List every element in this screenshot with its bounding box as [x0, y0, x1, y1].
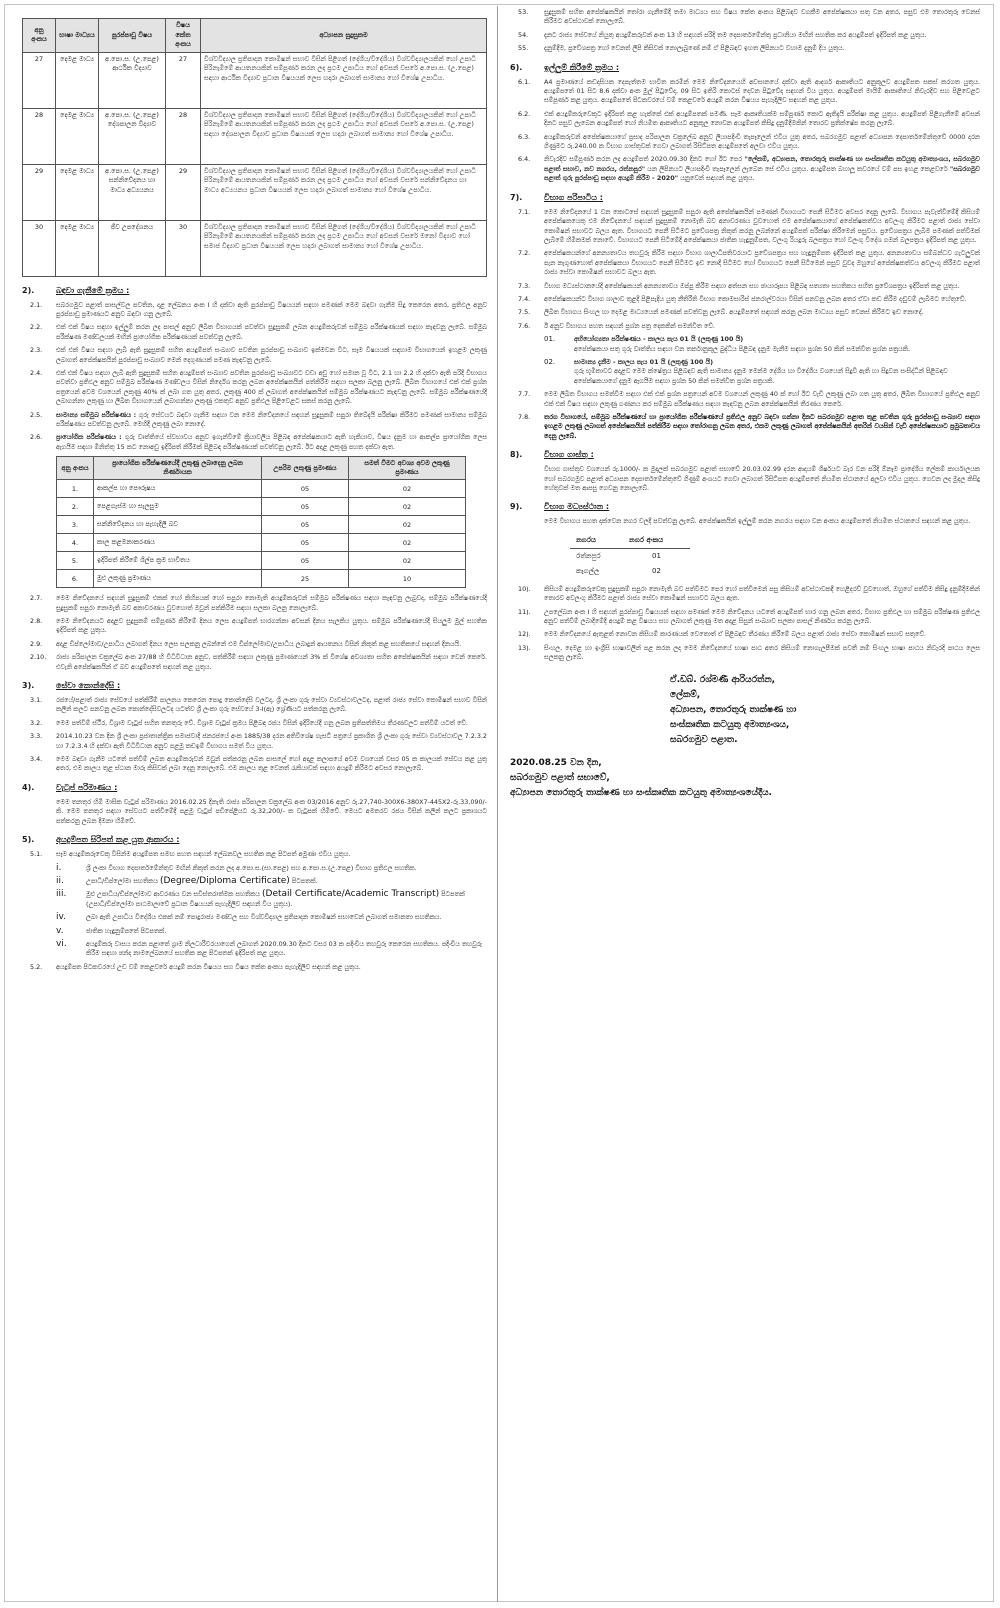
- cell-code: 27: [166, 52, 201, 108]
- paragraph: 7.6. ඊ අනුව විභාගය පහත සඳහන් ප්‍රශ්න පත්‍ර දෙකකින් සමන්විත වේ.: [518, 321, 715, 330]
- list-item: i. ශ්‍රී ලංකා විභාග දෙපාර්තමේන්තුව මඟින් නිකුත් කරන ලද අ.පො.ස.(සා.පෙළ) සහ අ.පො.ස.(උ.පෙළ) විභාග ප්‍රතිඵල සහතික.: [56, 862, 417, 873]
- paragraph: 2.2. එක් එක් විෂය සඳහා ඉල්ලුම් කරන ලද පාසල් අනුව ලිඛිත විභාගයක් පවත්වා සුදුසුකම් ලබන අයදුම්කරුවන් සම්මුඛ පරීක්ෂණයක් සඳහා කැඳවනු ලැබේ. සම්මුඛ පරීක්ෂණ මණ්ඩලයක් මඟින් ප්‍රායෝගික පරීක්ෂණයක් පවත්වනු ලැබේ.: [30, 323, 487, 341]
- envelope-title: "සබරගමුව පළාත් ගුරු පුරප්පාඩු සඳහා අයදුම් කිරීම - 2020": [544, 164, 980, 183]
- list-item: vi. අයදුම්කරු වාසය කරන පළාතේ ග්‍රාම නිලධාරීවරයාගෙන් ලබාගත් 2020.09.30 දිනට වසර 03 ක පදිංචිය තහවුරු කෙරෙන සහතිකය. පදිංචිය තහවුරු කිරීම සඳහා ඡන්ද නාමලේඛනයේ සහතික කළ පිටපතක් ඉදිරිපත් කළ යුතුය.: [56, 938, 483, 958]
- paragraph: 6.2. එක් අයදුම්කරුවෙකුට ඉදිරිපත් කළ හැක්කේ එක් අයදුම්පතක් පමණි. සෑම ආකෘතියක්ම සම්පූර්ණ කොට ඇතිදැයි පරීක්ෂා කළ යුතුය. අයදුම්පත් පිළිගැනීමේ අවසන් දිනට පසුව ලැබෙන අයදුම්පත් හෝ නියමිත ආකෘතියට අනුකූල නොවන අයදුම්පත් කිසිදු දැනුම්දීමකින් තොරව ප්‍රතික්ෂේප කරනු ලැබේ.: [518, 109, 980, 128]
- paragraph: 53. සුදුසුකම් සහිත අපේක්ෂකයින් තෝරා ගැනීමේදී තමා මාධ්‍යය සහ විෂය කේත අංකය පිළිබඳව වගකීම අපේක්ෂකයා සතු වන අතර, පසුව එම තොරතුරු වෙනස් කිරීමට අවස්ථාවක් නොලැබේ.: [518, 8, 980, 26]
- col-header-medium: භාෂා මාධ්‍යය: [56, 19, 99, 53]
- issue-place: සබරගමුව පළාත් සභාවේ,: [510, 772, 610, 783]
- signatory-province: සබරගමුව පළාත.: [670, 734, 738, 745]
- col-header-subject: පුරප්පාඩු විෂය: [99, 19, 166, 53]
- signatory-ministry: අධ්‍යාපන, තොරතුරු තාක්ෂණ හා: [670, 704, 797, 715]
- table-row: 4. කාල කළමනාකරණය 05 02: [57, 534, 466, 552]
- paragraph: 2.3. එක් එක් විෂය සඳහා ලැබී ඇති සුදුසුකම් සහිත අයදුම්පත් සංඛ්‍යාව පවතින පුරප්පාඩු සංඛ්‍යාව ඉක්මවන විට, සෑම විෂයයක් සඳහාම විභාගයෙන් ඉහළම ලකුණු ලබාගත් අපේක්ෂකයින් පුරප්පාඩු සංඛ්‍යාව මෙන් දෙගුණයක් පමණ කැඳවනු ලැබේ.: [30, 346, 487, 364]
- paragraph: 3.4. මෙම බඳවා ගැනීම යටතේ පත්වීම් ලබන අයදුම්කරුවන් ඔවුන් පත්කරනු ලබන පාසලේ හෝ අදාළ කලාපයේ අවම වශයෙන් වසර 05 ක කාලයක් සේවය කළ යුතු අතර, එම කාලය තුළ ස්ථාන මාරු කිසිවක් ලබා දෙනු නොලැබේ. එම කාලය තුළ වෙනත් රැකියාවක් සඳහා අයදුම් කිරීමට අවසර නොලැබේ.: [30, 755, 487, 773]
- paragraph: 3.2. මෙම පත්වීම් ස්ථිර, විශ්‍රාම වැටුප් සහිත තනතුරු වේ. විශ්‍රාම වැටුප් ක්‍රමය පිළිබඳ රජය විසින් ඉදිරියේදී ගනු ලබන ප්‍රතිපත්තිමය තීරණවලට පත්වීම් යටත් වේ.: [30, 718, 468, 727]
- table-row: [23, 52, 487, 108]
- paragraph: 6.4. නිවැරදිව සම්පූර්ණ කරන ලද අයදුම්පත් 2020.09.30 දිනට හෝ ඊට පෙර "ලේකම්, අධ්‍යාපන, තොරතුරු තාක්ෂණ හා සංස්කෘතික කටයුතු අමාත්‍යංශය, සබරගමුව පළාත් සභාව, නව නගරය, රත්නපුර" යන ලිපිනයට ලියාපදිංචි තැපෑලෙන් ලැබෙන සේ එවිය යුතුය. අයදුම්පත බහාලූ කවරයේ වම් පස ඉහළ කෙළවරේ "සබරගමුව පළාත් ගුරු පුරප්පාඩු සඳහා අයදුම් කිරීම - 2020" යනුවෙන් සඳහන් කළ යුතුය.: [518, 155, 980, 183]
- paragraph: 2.4. එක් එක් විෂය සඳහා ලැබී ඇති සුදුසුකම් සහිත අයදුම්පත් සංඛ්‍යාව පවතින පුරප්පාඩු සංඛ්‍යාවට වඩා අඩු හෝ සමාන වූ විට, 2.1 හා 2.2 හි දක්වා ඇති පරිදි විභාගය පවත්වා ප්‍රතිඵල අනුව සම්මුඛ පරීක්ෂණ මණ්ඩලය විසින් නිර්දේශ කරනු ලබන අපේක්ෂකයින් පත්කිරීම සඳහා සලකා බලනු ලැබේ. ලිඛිත විභාගයේ එක් එක් ප්‍රශ්න පත්‍රයෙන් අවම වශයෙන් ලකුණු 40% ක් ලබා ගත යුතු අතර, ලකුණු 400 ක් ලබාගත් අපේක්ෂකයින් සම්මුඛ පරීක්ෂණයට කැඳවනු ලැබේ. සම්මුඛ පරීක්ෂණයේදී ලබාගන්නා ලකුණු හා ලිඛිත විභාගයෙන් ලබාගන්නා ලකුණු එකතුව අනුව ප්‍රතිඵල පිළිවෙළට සකස් කරනු ලැබේ.: [30, 368, 487, 406]
- cell-subject: ජීව උපදේශනය: [99, 220, 166, 276]
- cell-medium: දෙමළ මාධ්‍ය: [56, 52, 99, 108]
- paragraph: 5.2. අයදුම්පත පිටකවරයේ උඩ වම් කෙළවරේ අයදුම් කරන විෂයය සහ විෂය කේත අංකය පැහැදිලිව සඳහන් කළ යුතුය.: [30, 962, 361, 971]
- cell-subject: අ.පො.ස. (උ.පෙළ) ආර්ථික විද්‍යාව: [99, 52, 166, 108]
- date-place-block: [510, 756, 980, 801]
- paragraph: 6.1. A4 ප්‍රමාණයේ කඩදාසියක දෙපැත්තම භාවිත කරමින් මෙම නිවේදනයෙහි අවසානයේ දක්වා ඇති ආදර්ශ ආකෘතියට අනුකූලව අයදුම්පත සකස් කරගත යුතුය. අයදුම්පතේ 01 සිට 8.6 දක්වා අංක මුල් පිටුවේද, 09 සිට ඉතිරි කොටස් දෙවන පිටුවේද සඳහන් විය යුතුය. අයදුම්පත් මායිම් ආකෘතියේ නිවැරදිව සහ පිළිවෙළට සම්පූර්ණ කළ යුතුය. අයදුම්පතේ පිටකවරයේ වම් කෙළවරේ අයදුම් කරන විෂයය පැහැදිලිව සඳහන් කළ යුතුය.: [518, 77, 980, 105]
- paragraph: 6.3. අයදුම්කරුවන් අපේක්ෂකයාගේ ප්‍රසාද පරිපාලන චක්‍රලේඛ අනුව ලියාපදිංචි තැපෑලෙන් එවිය යුතු අතර, සබරගමුව පළාත් අධ්‍යාපන දෙපාර්තමේන්තුවේ 0000 දරන ගිණුමට රු.240.00 ක විභාග ගාස්තුවක් ගෙවා ලබාගත් රිසිට්පත අයදුම්පතේ අලවා එවිය යුතුය.: [518, 132, 980, 151]
- paragraph: 11). උපලේඛන අංක I හි සඳහන් පුරප්පාඩු විෂයයන් සඳහා පමණක් මෙම නිවේදනය යටතේ අයදුම්පත් භාර ගනු ලබන අතර, විභාග ප්‍රතිඵල හා සම්මුඛ පරීක්ෂණ ප්‍රතිඵල අනුව පත්වීම් ලබාදීමේදී අයදුම් කළ විෂයය සහ ලබාගත් ලකුණු මත අදාළ සිසුන් සංඛ්‍යාව සලකා පාසල් නිර්ණය කරනු ලැබේ.: [518, 607, 980, 626]
- paragraph: 5.1. සෑම අයදුම්කරුවෙකු විසින්ම අයදුම්පත සමඟ පහත සඳහන් ලේඛනවල සහතික කළ පිටපත් අමුණා එවිය යුතුය.: [30, 850, 351, 859]
- paragraph: 7.3. විභාග මධ්‍යස්ථානයේදී අපේක්ෂකයන් අනන්‍යතාවය ඔප්පු කිරීම සඳහා අත්සන සහ ඡායාරූපය පිළිබඳ සත්‍යතා සහතිකය සහිත ප්‍රවේශපත්‍රය ඉදිරිපත් කළ යුතුය.: [518, 281, 960, 290]
- marks-table-header: [57, 457, 466, 480]
- table-row: 5. ඉදිරිපත් කිරීමේ ශිල්ප ක්‍රම භාවිතය 05 02: [57, 552, 466, 570]
- paragraph: විභාග ගාස්තුව වශයෙන් රු.1000/- ක මුදලක් සබරගමුව පළාත් සභාවේ 20.03.02.99 දරන ආදායම් ශීර්ෂයට බැර වන පරිදි ඕනෑම ප්‍රාදේශීය ලේකම් කාර්යාලයක හෝ සබරගමුව පළාත් අධ්‍යාපන දෙපාර්තමේන්තුවේ ගිණුම් අංශයට ගෙවා ලබාගත් රිසිට්පත අයදුම්පතේ නියමිත ස්ථානයේ අලවා එවිය යුතුය. ගෙවන ලද මුදල කිසිදු හේතුවක් මත ආපසු ගෙවනු නොලැබේ.: [544, 465, 980, 493]
- section-heading: 6). ඉල්ලුම් කිරීමේ ක්‍රමය :: [510, 62, 620, 72]
- paragraph: 13). සිංහල, දෙමළ හා ඉංග්‍රීසි භාෂාවලින් පළ කරන ලද මෙම නිවේදනයේ භාෂා පාඨ අතර කිසියම් නොගැලපීමක් පවතී නම් සිංහල භාෂා පාඨය නිවැරදි පාඨය ලෙස සලකනු ලැබේ.: [518, 643, 980, 662]
- paragraph: 10). කිසියම් අයදුම්කරුවෙකු සුදුසුකම් සපුරා නොමැති බව පත්වීමට පෙර හෝ පත්වීමෙන් පසු කිසියම් අවස්ථාවකදී හෙළිදරව් වුවහොත්, ඔහුගේ පත්වීම කිසිදු දැනුම්දීමකින් තොරව අවලංගු කිරීමට පළාත් රාජ්‍ය සේවා කොමිෂන් සභාවට බලය ඇත.: [518, 584, 980, 603]
- issue-ministry: අධ්‍යාපන තොරතුරු තාක්ෂණ හා සංස්කෘතික කටයුතු අමාත්‍යංශයේදීය.: [510, 787, 772, 798]
- table-row: 3. සන්නිවේදනය හා පැහැදිලි බව 05 02: [57, 516, 466, 534]
- cell-subject: අ.පො.ස. (උ.පෙළ) දේශපාලන විද්‍යාව: [99, 108, 166, 164]
- table-row: 2. පෙළගැස්ම හා සැලසුම 05 02: [57, 498, 466, 516]
- cell-no: 28: [23, 108, 56, 164]
- centers-table-header: [570, 533, 690, 549]
- paragraph: 2.5. සාමාන්‍ය සම්මුඛ පරීක්ෂණය : ගුරු සේවයට බඳවා ගැනීම සඳහා වන මෙම නිවේදනයේ සඳහන් සුදුසුකම් සපුරා තිබේදැයි පරීක්ෂා කිරීමට පමණක් සාමාන්‍ය සම්මුඛ පරීක්ෂණය පවත්වනු ලැබේ. මෙහිදී ලකුණු ලබා නොදේ.: [30, 410, 487, 428]
- cell-medium: දෙමළ මාධ්‍ය: [56, 108, 99, 164]
- list-item: ii. උපාධි/ඩිප්ලෝමා සහතිකය (Degree/Diploma Certificate) පිටපතක්.: [56, 875, 318, 886]
- paragraph-heading: සාමාන්‍ය සම්මුඛ පරීක්ෂණය :: [56, 410, 137, 419]
- col-header-no: අනු අංකය: [57, 457, 94, 480]
- qualification-table: [22, 18, 487, 277]
- col-header-city: නගරය: [570, 533, 623, 549]
- cell-code: 28: [166, 108, 201, 164]
- paragraph: 12). මෙම නිවේදනයේ ඇතුළත් නොවන කිසියම් කාරණයක් වෙතොත් ඒ පිළිබඳව තීරණය කිරීමේ බලය පළාත් රාජ්‍ය සේවා කොමිෂන් සභාව සතුවේ.: [518, 630, 926, 639]
- list-item: 01. අභියෝග්‍යතා පරීක්ෂණය - කාලය පැය 01 යි (ලකුණු 100 යි) අපේක්ෂකයා සතු ගුරු වෘත්තිය සඳහා වන තර්කානුකූල බුද්ධිය පිළිබඳ දැනුම මැනීම සඳහා ප්‍රශ්න 50 කින් සමන්විත ප්‍රශ්න පත්‍රයකි.: [544, 335, 910, 353]
- cell-subject: අ.පො.ස. (උ.පෙළ) සන්නිවේදනය හා මාධ්‍ය අධ්‍යයනය: [99, 164, 166, 220]
- paragraph: 7.4. අපේක්ෂකයන්ට විභාග ශාලාව තුළදී පිළිපැදිය යුතු නීතිරීති විභාග කොමසාරිස් ජනරාල්වරයා විසින් පනවනු ලබන අතර ඒවා කඩ කිරීම දඬුවම් ලැබීමට හේතුවේ.: [518, 294, 967, 303]
- cell-code: 29: [166, 164, 201, 220]
- cell-medium: දෙමළ මාධ්‍ය: [56, 220, 99, 276]
- paper-title: අභියෝග්‍යතා පරීක්ෂණය - කාලය පැය 01 යි (ලකුණු 100 යි): [574, 335, 744, 344]
- paragraph: 7.2. අපේක්ෂකයන්ගේ අනන්‍යතාවය තහවුරු කිරීම සඳහා විභාග ශාලාධිපතිවරයාට ප්‍රවේශපත්‍රය සහ හැඳුනුම්පත ඉදිරිපත් කළ යුතුය. අනන්‍යතාවය සම්බන්ධව ගැටලුවක් පැන නැගුණහොත් අපේක්ෂකයා විභාගයට පෙනී සිටීමට ඉඩ නොදී සිටීමට හෝ විභාගයට පෙනී සිටීමෙන් පසුව වුවද ඔහුගේ අපේක්ෂකත්වය අවලංගු කිරීමට පළාත් රාජ්‍ය සේවා කොමිෂන් සභාවට බලය ඇත.: [518, 249, 980, 277]
- paper-title: සාමාන්‍ය දැනීම - කාලය පැය 01 යි (ලකුණු 100 යි): [574, 357, 714, 366]
- section-heading: 9). විභාග මධ්‍යස්ථාන :: [510, 502, 610, 512]
- col-header-qualification: අධ්‍යාපන සුදුසුකම: [201, 19, 487, 53]
- section-heading: 4). වැටුප් පරිමාණය :: [22, 782, 118, 792]
- paragraph: මෙම තනතුර හිමි මාසික වැටුප් පරිමාණය 2016.02.25 දිනැති රාජ්‍ය පරිපාලන චක්‍රලේඛ අංක 03/2016 අනුව රු.27,740-300X6-380X7-445X2-රු.33,090/- කි. මෙම තනතුර සඳහා සේවයට පත්වීමේදී පළමු වැටුප් පඩිපේළියට රු.32,200/- ක වැටුපක් හිමිවේ. මෙයට අමතරව රජය විසින් කලින් කලට ප්‍රකාශයට පත්කරනු ලබන දීමනා හිමිවේ.: [56, 797, 487, 825]
- col-header-max: උපරිම ලකුණු ප්‍රමාණය: [262, 457, 349, 480]
- paragraph: 55. දැනුම්දීම, ප්‍රවේශපත්‍ර හෝ වෙනත් ලිපි කිසිවක් නොලැබුණේ නම් ඒ පිළිබඳව ඉහත ලිපිනයට වහාම දැනුම් දිය යුතුය.: [518, 44, 845, 53]
- signatory-name: ඒ.ඩබ්. රශ්මණී ආරියරත්න,: [670, 674, 776, 685]
- list-item: 02. සාමාන්‍ය දැනීම - කාලය පැය 01 යි (ලකුණු 100 යි) ගුරු භූමිකාවට අදාළව මෙම ක්ෂේත්‍රය පිළිබඳව ඇති සාමාන්‍ය දැනුම මෙන්ම දේශීය හා විදේශීය වශයෙන් සිදුවී ඇති හා සිදුවන සංසිද්ධීන් පිළිබඳව අපේක්ෂකයාගේ දැනුම ඇගයීම සඳහා ප්‍රශ්න 50 කින් සමන්විත ප්‍රශ්න පත්‍රයකි.: [544, 357, 948, 385]
- signatory-title: ලේකම්,: [670, 689, 701, 700]
- cell-no: 29: [23, 164, 56, 220]
- signature-block: [670, 673, 980, 748]
- list-item: iv. ලබා ඇති උපාධිය විදේශීය එකක් නම් පොදුරාජ්‍ය මණ්ඩල සහ විශ්වවිද්‍යාල ප්‍රතිපාදන කොමිෂන් සභාවෙන් ලබාගත් සමානතා සහතිකය.: [56, 912, 442, 923]
- postal-address: "ලේකම්, අධ්‍යාපන, තොරතුරු තාක්ෂණ හා සංස්කෘතික කටයුතු අමාත්‍යංශය, සබරගමුව පළාත් සභාව, නව නගරය, රත්නපුර": [544, 155, 980, 173]
- list-item: v. ජාතික හැඳුනුම්පතේ පිටපතක්.: [56, 925, 167, 936]
- cell-no: 30: [23, 220, 56, 276]
- paragraph: 2.6. ප්‍රායෝගික පරීක්ෂණය : ගුරු වෘත්තියේ ස්වභාවය අනුව ඉගැන්වීමේ ක්‍රියාවලිය පිළිබඳ අපේක්ෂකයාට ඇති හැකියාව, විෂය දැනුම හා ආකල්ප ප්‍රායෝගික ලෙස ඇගයීම සඳහා මිනිත්තු 15 කට නොඅඩු ඉදිරිපත් කිරීමක් පිළිබඳ පරීක්ෂණයක් පවත්වනු ලැබේ. ඊට අදාළ ලකුණු පහත දක්වා ඇත.: [30, 433, 487, 451]
- col-header-min: සමත් වීමට අවශ්‍ය අවම ලකුණු ප්‍රමාණය: [349, 457, 466, 480]
- cell-medium: දෙමළ මාධ්‍ය: [56, 164, 99, 220]
- list-item: iii. මුළු උපාධිය/ඩිප්ලෝමාව ආවරණය වන සවිස්තරාත්මක සහතිකය (Detail Certificate/Academic Transcript) පිටපතක් (උපාධි/ඩිප්ලෝමා පාඨමාලාවේ ප්‍රධාන විෂයයන් පැහැදිලිව සඳහන් විය යුතුය).: [56, 889, 465, 908]
- table-row: රත්නපුර 01: [576, 551, 661, 561]
- cell-no: 27: [23, 52, 56, 108]
- exam-centers-table: [570, 533, 690, 579]
- table-row: [23, 164, 487, 220]
- col-header-criterion: ප්‍රායෝගික පරීක්ෂණයේදී ලකුණු ලබාදෙනු ලබන නිර්ණායක: [94, 457, 262, 480]
- left-column: [22, 18, 487, 1598]
- section-heading: 2). බඳවා ගැනීමේ ක්‍රමය :: [22, 285, 130, 295]
- col-header-city-code: නගර අංකය: [623, 533, 690, 549]
- col-header-no: අනු අංකය: [23, 19, 56, 53]
- paragraph: 2.10. රාජ්‍ය පරිපාලන චක්‍රලේඛ අංක 27/88 හි විධිවිධාන අනුව, පත්කිරීම් සඳහා ලකුණු ප්‍රමාණයෙන් 3% ක් විශේෂ අවශ්‍යතා සහිත අපේක්ෂකයින් සඳහා වෙන් කෙරේ. එවැනි අපේක්ෂකයින් ඒ බව අයදුම්පතේ සඳහන් කළ යුතුය.: [30, 653, 487, 671]
- paragraph: 7.7. මෙම ලිඛිත විභාගය සමත්වීම සඳහා එක් එක් ප්‍රශ්න පත්‍රයෙන් අවම වශයෙන් ලකුණු 40 ක් හෝ ඊට වැඩි ලකුණු ලබා ගත යුතු අතර, ලිඛිත විභාගයේ ප්‍රතිඵල අනුව එක් එක් විෂය සඳහා ලකුණු ගණනය කර සම්මුඛ පරීක්ෂණය සඳහා කැඳවනු ලබන අපේක්ෂකයින් තීරණය කෙරේ.: [518, 390, 980, 408]
- paragraph: 2.8. මෙම නිවේදනයට අදාළව සුදුසුකම් සම්පූර්ණ කිරීමේ දිනය ලෙස අයදුම්පත් භාරගන්නා අවසන් දිනය සැලකිය යුතුය. සම්මුඛ පරීක්ෂණයේදී සියලුම මුල් සහතික ඉදිරිපත් කළ යුතුය.: [30, 617, 487, 635]
- section-heading: 5). අයදුම්පත සිරිපත් කළ යුතු ආකාරය :: [22, 835, 180, 845]
- cell-qualification: විශ්වවිද්‍යාල ප්‍රතිපාදන කොමිෂන් සභාව විසින් පිළිගත් (දේශීය/විදේශීය) විශ්වවිද්‍යාලයකින් හෝ උපාධි පිරිනැමීමේ ආයතනයකින් සම්පූර්ණ කරන ලද ප්‍රථම උපාධිය හෝ අවසන් වසරේ සන්නිවේදනය හා මාධ්‍ය අධ්‍යයනය ප්‍රධාන විෂයයක් ලෙස හදාරා ලබාගත් සාමාන්‍ය හෝ විශේෂ උපාධිය.: [201, 164, 487, 220]
- paragraph: 3.1. රජයේ/පළාත් රාජ්‍ය සේවයේ පත්කිරීම් පාලනය කෙරෙන පොදු කොන්දේසි වලටද, ශ්‍රී ලංකා ගුරු සේවා ව්‍යවස්ථාවලටද, පළාත් රාජ්‍ය සේවා කොමිෂන් සභාව විසින් කලින් කලට පනවනු ලබන කොන්දේසිවලටද යටත්ව ශ්‍රී ලංකා ගුරු සේවයේ 3-I(ඇ) ශ්‍රේණියට පත්කරනු ලැබේ.: [30, 696, 487, 714]
- signatory-ministry: සංස්කෘතික කටයුතු අමාත්‍යංශය,: [670, 719, 790, 730]
- paragraph: 7.8. තරග විභාගයේ, සම්මුඛ පරීක්ෂණයේ හා ප්‍රායෝගික පරීක්ෂණයේ ප්‍රතිඵල අනුව බඳවා ගන්නා දිනට සබරගමුව පළාත තුළ පවතින ගුරු පුරප්පාඩු සංඛ්‍යාව සඳහා ඉහළම ලකුණු ලබාගත් අපේක්ෂකයින් පත්කිරීම සඳහා තෝරාගනු ලබන අතර, එකම ලකුණු ලබාගත් අපේක්ෂකයින් අතරින් වයසින් වැඩි අපේක්ෂකයාට ප්‍රමුඛතාවය දෙනු ලැබේ.: [518, 413, 980, 440]
- cell-qualification: විශ්වවිද්‍යාල ප්‍රතිපාදන කොමිෂන් සභාව විසින් පිළිගත් (දේශීය/විදේශීය) විශ්වවිද්‍යාලයකින් හෝ උපාධි පිරිනැමීමේ ආයතනයකින් සම්පූර්ණ කරන ලද ප්‍රථම උපාධිය හෝ අවසන් වසරේ අ.පො.ස. (උ.පෙළ) සඳහා ආර්ථික විද්‍යාව ප්‍රධාන විෂයයක් ලෙස හදාරා ලබාගත් සාමාන්‍ය හෝ විශේෂ උපාධිය.: [201, 52, 487, 108]
- paragraph: 7.5. ලිඛිත විභාගය සිංහල හා දෙමළ මාධ්‍යයෙන් පමණක් පවත්වනු ලැබේ. අයදුම්පතේ සඳහන් කරනු ලබන මාධ්‍යය පසුව වෙනස් කිරීමට ඉඩ නොදේ.: [518, 308, 924, 317]
- column-divider: [497, 6, 498, 1602]
- practical-marks-table: [56, 456, 466, 588]
- section-heading: 8). විභාග ගාස්තු :: [510, 450, 594, 460]
- paragraph-heading: ප්‍රායෝගික පරීක්ෂණය :: [56, 433, 122, 442]
- paragraph: මෙම විභාගය පහත දක්වෙන නගර වලදී පවත්වනු ලැබේ. අපේක්ෂකයින් ඉල්ලුම් කරන නගරය සඳහා වන අංකය අයදුම්පතේ නියමිත ස්ථානයේ සඳහන් කළ යුතුය.: [544, 517, 971, 526]
- right-column: [510, 8, 980, 1598]
- paragraph: 3.3. 2014.10.23 වන දින ශ්‍රී ලංකා ප්‍රජාතාන්ත්‍රික සමාජවාදී ජනරජයේ අංක 1885/38 දරන අතිවිශේෂ ගැසට් පත්‍රයේ ප්‍රකාශිත ශ්‍රී ලංකා ගුරු සේවා ව්‍යවස්ථාවල 7.2.3.2 හා 7.2.3.4 හි දක්වා ඇති විධිවිධාන අනුව පළමු කඩඉම් විභාගය සමත් විය යුතුය.: [30, 732, 487, 750]
- cell-qualification: විශ්වවිද්‍යාල ප්‍රතිපාදන කොමිෂන් සභාව විසින් පිළිගත් (දේශීය/විදේශීය) විශ්වවිද්‍යාලයකින් හෝ උපාධි පිරිනැමීමේ ආයතනයකින් සම්පූර්ණ කරන ලද ප්‍රථම උපාධිය හෝ අවසන් වසරේ මනෝ විද්‍යාව හෝ සමාජ විද්‍යාව ප්‍රධාන විෂයයක් ලෙස හදාරා ලබාගත් සාමාන්‍ය හෝ විශේෂ උපාධිය.: [201, 220, 487, 276]
- section-heading: 7). විභාග පරිපාටිය :: [510, 192, 603, 202]
- table-row: කෑගල්ල 02: [576, 566, 661, 576]
- section-heading: 3). සේවා කොන්දේසි :: [22, 681, 121, 691]
- cell-qualification: විශ්වවිද්‍යාල ප්‍රතිපාදන කොමිෂන් සභාව විසින් පිළිගත් (දේශීය/විදේශීය) විශ්වවිද්‍යාලයකින් හෝ උපාධි පිරිනැමීමේ ආයතනයකින් සම්පූර්ණ කරන ලද ප්‍රථම උපාධිය හෝ අවසන් වසරේ අ.පො.ස. (උ.පෙළ) සඳහා දේශපාලන විද්‍යාව ප්‍රධාන විෂයයක් ලෙස හදාරා ලබාගත් සාමාන්‍ය හෝ විශේෂ උපාධිය.: [201, 108, 487, 164]
- qualification-table-header: [23, 19, 487, 53]
- table-row: 6. මුළු ලකුණු ප්‍රමාණය 25 10: [57, 570, 466, 588]
- issue-date: 2020.08.25 වන දින,: [510, 757, 602, 768]
- col-header-code: විෂය කේත අංකය: [166, 19, 201, 53]
- table-row: 1. ආකල්ප හා පෞරුෂය 05 02: [57, 480, 466, 498]
- paragraph: 2.7. මෙම නිවේදනයේ සඳහන් සුදුසුකම් එකක් හෝ කිහිපයක් හෝ සපුරා නොමැති අයදුම්කරුවන් සම්මුඛ පරීක්ෂණය සඳහා කැඳවනු ලැබුවද, සම්මුඛ පරීක්ෂණයේදී සුදුසුකම් සපුරා නොමැති බව අනාවරණය වුවහොත් ඔවුන් පත්කිරීම සඳහා සලකා බලනු නොලැබේ.: [30, 594, 487, 612]
- paragraph: 7.1. මෙම නිවේදනයේ 1 වන කොටසේ සඳහන් සුදුසුකම් සපුරා ඇති අපේක්ෂකයින් පමණක් විභාගයට පෙනී සිටීමට අවසර දෙනු ලැබේ. විභාගය පැවැත්වීමේදී කිසියම් අපේක්ෂකයෙකු එම නිවේදනයේ සඳහන් සුදුසුකම් නොමැති බව අනාවරණය වුවහොත් එම අපේක්ෂකයාගේ අපේක්ෂකත්වය අවලංගු කිරීමට පළාත් රාජ්‍ය සේවා කොමිෂන් සභාවට බලය ඇත. විභාගයට පෙනී සිටීමට ප්‍රවේශපත්‍ර නිකුත් කරනු ලබන්නේ අයදුම්පත් පරීක්ෂා කිරීමෙන් පසුවය. ප්‍රවේශපත්‍රය ලැබීම පමණක් පත්වීමක් ලැබීමේ හිමිකමක් නොවේ. විභාගයට පෙනී සිටීමේදී අපේක්ෂකයා ජාතික හැඳුනුම්පත, වලංගු රියදුරු බලපත්‍රය හෝ වලංගු විදේශ ගමන් බලපත්‍රය ඉදිරිපත් කළ යුතුය.: [518, 207, 980, 244]
- paragraph: 2.9. අදාළ ඩිප්ලෝමාව/උපාධිය ලබාගත් දිනය ලෙස සලකනු ලබන්නේ එම ඩිප්ලෝමාව/උපාධිය ලබාදුන් ආයතනය විසින් නිකුත් කළ සහතිකයේ සඳහන් දිනයයි.: [30, 639, 462, 648]
- table-row: [23, 108, 487, 164]
- paragraph: 54. දැනට රාජ්‍ය සේවයේ නියුතු අයදුම්කරුවන් අංක 13 හි සඳහන් පරිදි තම දෙපාර්තමේන්තු ප්‍රධානියා මඟින් සහතික කර අයදුම්පත් ඉදිරිපත් කළ යුතුය.: [518, 30, 927, 39]
- table-row: [23, 220, 487, 276]
- cell-code: 30: [166, 220, 201, 276]
- paragraph: 2.1. සබරගමුව පළාත් පාසල්වල පවතින, දළ ලේඛනය අංක I හි දක්වා ඇති පුරප්පාඩු විෂයයන් සඳහා පමණක් මෙම බඳවා ගැනීම සිදු කෙරෙන අතර, ප්‍රතිඵල අනුව පුරප්පාඩු ප්‍රමාණයට අනුව බඳවා ගනු ලැබේ.: [30, 300, 487, 318]
